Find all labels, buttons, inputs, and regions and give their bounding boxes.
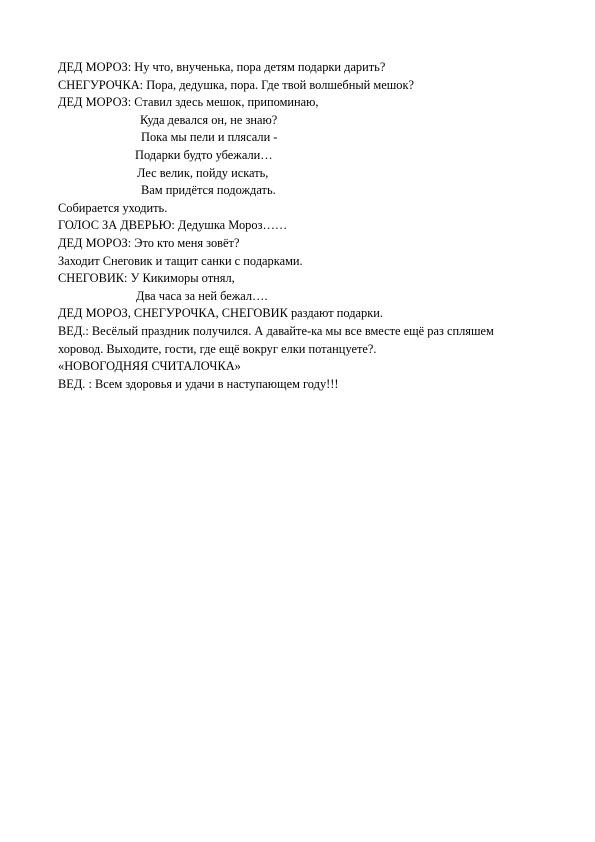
poem-line: Два часа за ней бежал…. <box>136 288 268 303</box>
text-line: ДЕД МОРОЗ: Ставил здесь мешок, припоминаю, <box>58 95 319 110</box>
script-text <box>58 59 548 393</box>
poem-line: Лес велик, пойду искать, <box>137 165 269 180</box>
poem-line: Вам придётся подождать. <box>141 183 276 198</box>
stage-direction: Собирается уходить. <box>58 200 168 215</box>
text-line: СНЕГОВИК: У Кикиморы отнял, <box>58 271 235 286</box>
poem-line: Пока мы пели и плясали - <box>141 130 278 145</box>
text-line: ГОЛОС ЗА ДВЕРЬЮ: Дедушка Мороз…… <box>58 218 288 233</box>
stage-direction: ДЕД МОРОЗ, СНЕГУРОЧКА, СНЕГОВИК раздают подарки. <box>58 306 383 321</box>
poem-line: Подарки будто убежали… <box>135 147 273 162</box>
text-line: ВЕД.: Весёлый праздник получился. А давайте-ка мы все вместе ещё раз спляшем <box>58 323 494 338</box>
text-line: ВЕД. : Всем здоровья и удачи в наступающем году!!! <box>58 376 339 391</box>
poem-line: Куда девался он, не знаю? <box>140 112 278 127</box>
text-line: ДЕД МОРОЗ: Это кто меня зовёт? <box>58 235 240 250</box>
stage-direction: Заходит Снеговик и тащит санки с подарками. <box>58 253 303 268</box>
text-line: СНЕГУРОЧКА: Пора, дедушка, пора. Где твой волшебный мешок? <box>58 77 415 92</box>
text-line: ДЕД МОРОЗ: Ну что, внученька, пора детям подарки дарить? <box>58 60 386 74</box>
song-title: «НОВОГОДНЯЯ СЧИТАЛОЧКА» <box>58 359 241 374</box>
text-line: хоровод. Выходите, гости, где ещё вокруг елки потанцуете?. <box>58 341 377 356</box>
